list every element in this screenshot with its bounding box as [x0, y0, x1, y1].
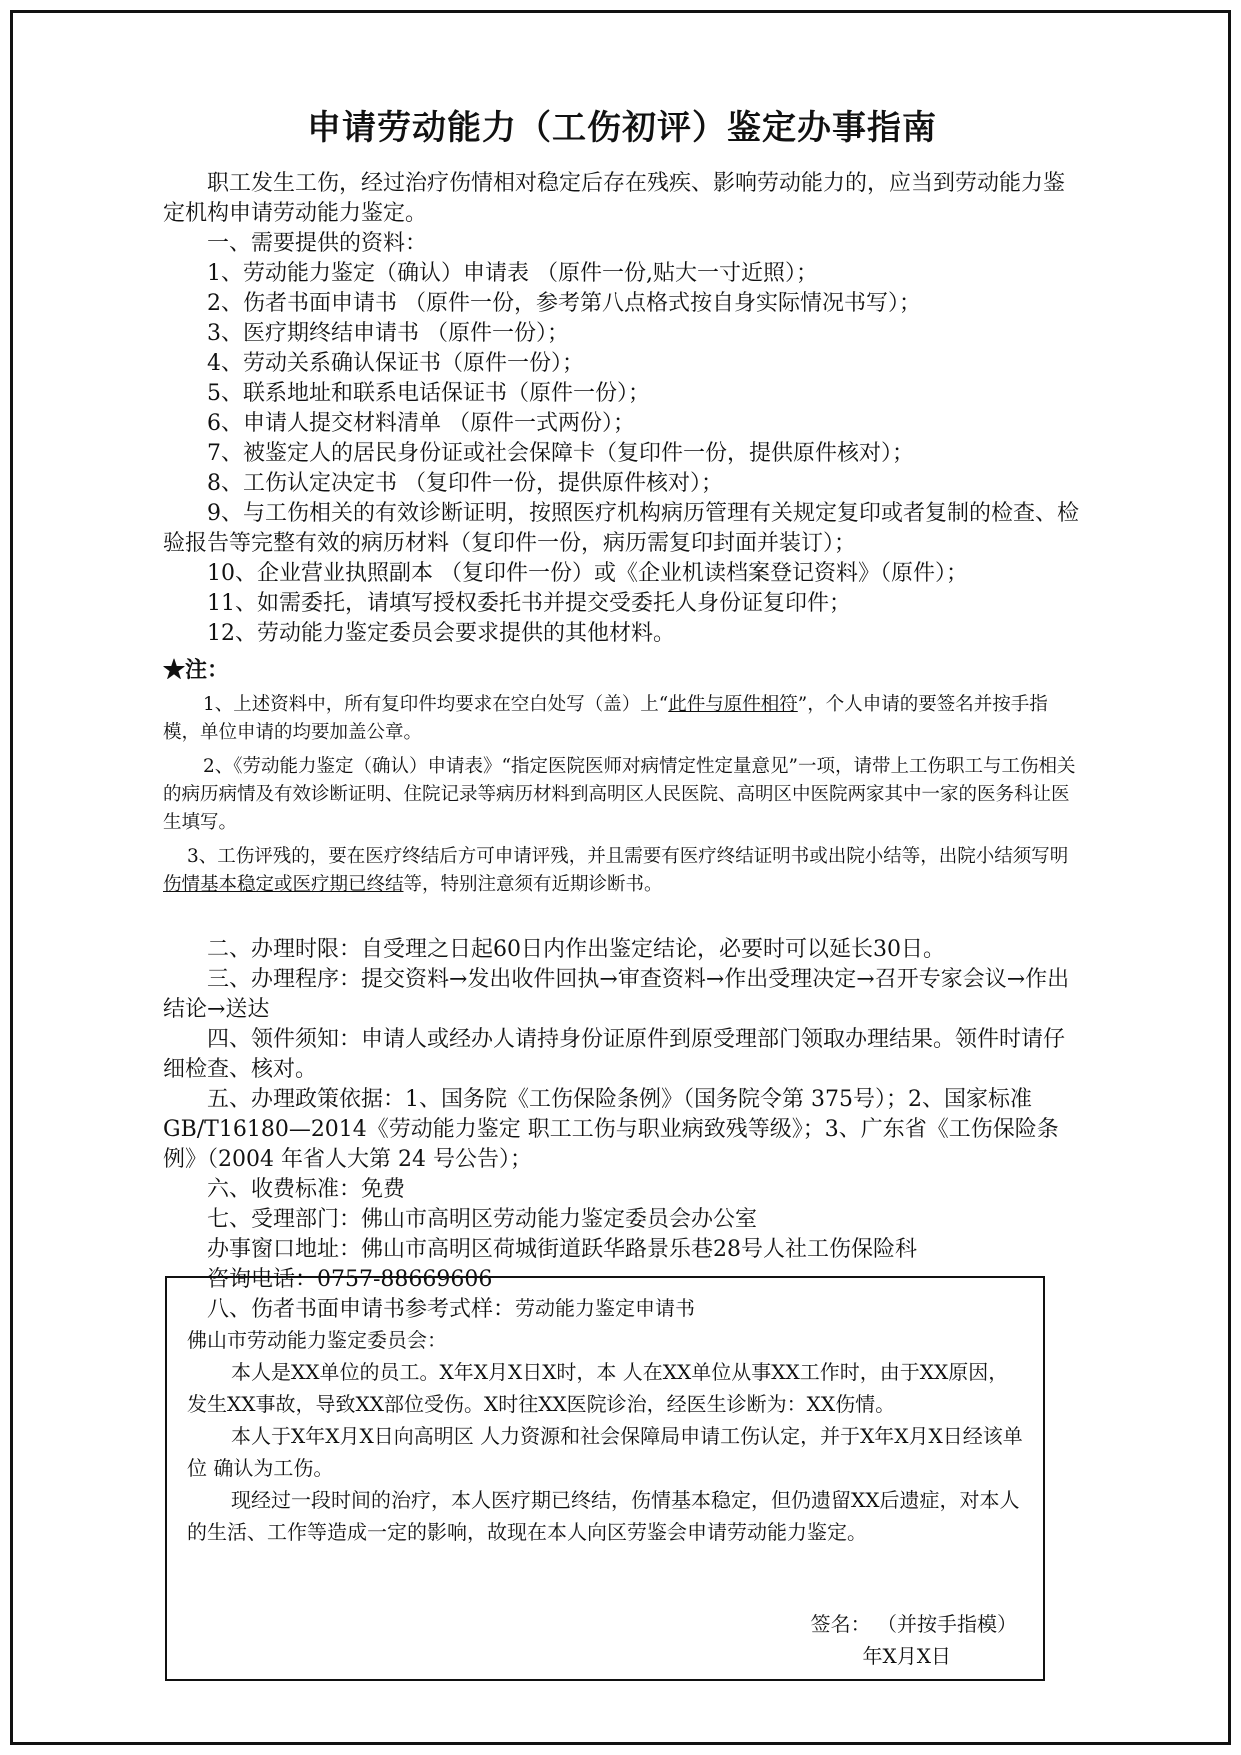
notes-heading: ★注：: [163, 657, 230, 683]
note3-text: 3、工伤评残的，要在医疗终结后方可申请评残，并且需要有医疗终结证明书或出院小结等，出院小结须写明: [187, 846, 1069, 867]
section8-sample-heading: 八、伤者书面申请书参考式样：: [207, 1297, 516, 1322]
material-item: 8、工伤认定决定书 （复印件一份，提供原件核对）；: [207, 471, 723, 496]
sample-date: 年X月X日: [862, 1644, 951, 1668]
sample-paragraph-2: 本人于X年X月X日向高明区 人力资源和社会保障局申请工伤认定，并于X年X月X日经该单位 确认为工伤。: [187, 1424, 1023, 1480]
material-item: 5、联系地址和联系电话保证书（原件一份）；: [207, 381, 650, 406]
note3-text-end: 等，特别注意须有近期诊断书。: [403, 874, 663, 895]
material-item: 7、被鉴定人的居民身份证或社会保障卡（复印件一份，提供原件核对）；: [207, 441, 914, 466]
sample-application-box: [165, 1276, 1045, 1681]
sample-paragraph-3: 现经过一段时间的治疗，本人医疗期已终结，伤情基本稳定，但仍遗留XX后遗症，对本人的生活、工作等造成一定的影响，故现在本人向区劳鉴会申请劳动能力鉴定。: [187, 1488, 1020, 1544]
sample-paragraph-1: 本人是XX单位的员工。X年X月X日X时，本 人在XX单位从事XX工作时，由于XX原因，发生XX事故，导致XX部位受伤。X时往XX医院诊治，经医生诊断为：XX伤情。: [187, 1360, 1009, 1416]
material-item: 9、与工伤相关的有效诊断证明，按照医疗机构病历管理有关规定复印或者复制的检查、检验报告等完整有效的病历材料（复印件一份，病历需复印封面并装订）；: [163, 501, 1080, 556]
note1-text-end: ”，个人申请的要签名并按手指模，单位申请的均要加盖公章。: [163, 694, 1048, 743]
material-item: 4、劳动关系确认保证书（原件一份）；: [207, 351, 584, 376]
note1-underlined: 此件与原件相符: [668, 694, 798, 715]
sample-signature: 签名： （并按手指模）: [810, 1612, 1017, 1636]
material-item: 10、企业营业执照副本 （复印件一份）或《企业机读档案登记资料》（原件）；: [207, 561, 968, 586]
material-item: 11、如需委托，请填写授权委托书并提交受委托人身份证复印件；: [207, 591, 851, 616]
phone-number: 咨询电话：0757-88669606: [207, 1267, 493, 1292]
material-item: 3、医疗期终结申请书 （原件一份）；: [207, 321, 569, 346]
section5-policy-basis: 五、办理政策依据：1、国务院《工伤保险条例》（国务院令第 375号）；2、国家标准 GB/T16180—2014《劳动能力鉴定 职工工伤与职业病致残等级》；3、广东省《工伤保险条例》（2004 年省人大第 24 号公告）；: [163, 1087, 1059, 1172]
office-address: 办事窗口地址：佛山市高明区荷城街道跃华路景乐巷28号人社工伤保险科: [207, 1237, 917, 1262]
section6-fees: 六、收费标准：免费: [207, 1177, 406, 1202]
section1-heading: 一、需要提供的资料：: [207, 231, 428, 256]
section4-collection: 四、领件须知：申请人或经办人请持身份证原件到原受理部门领取办理结果。领件时请仔细检查、核对。: [163, 1027, 1066, 1082]
note3-underlined: 伤情基本稳定或医疗期已终结: [163, 874, 404, 895]
document-title: 申请劳动能力（工伤初评）鉴定办事指南: [307, 108, 937, 148]
material-item: 12、劳动能力鉴定委员会要求提供的其他材料。: [207, 621, 675, 646]
spacer: [163, 899, 1081, 935]
note-2: 2、《劳动能力鉴定（确认）申请表》“指定医院医师对病情定性定量意见”一项，请带上工伤职工与工伤相关的病历病情及有效诊断证明、住院记录等病历材料到高明区人民医院、高明区中医院两家其中一家的医务科让医生填写。: [163, 756, 1076, 833]
material-item: 1、劳动能力鉴定（确认）申请表 （原件一份,贴大一寸近照）；: [207, 261, 818, 286]
section3-procedure: 三、办理程序：提交资料→发出收件回执→审查资料→作出受理决定→召开专家会议→作出结论→送达: [163, 967, 1070, 1022]
sample-title: 劳动能力鉴定申请书: [515, 1296, 695, 1320]
section7-department: 七、受理部门：佛山市高明区劳动能力鉴定委员会办公室: [207, 1207, 758, 1232]
guide-content: [163, 100, 1081, 1325]
section2-time-limit: 二、办理时限：自受理之日起60日内作出鉴定结论，必要时可以延长30日。: [207, 937, 945, 962]
note-3: [163, 843, 1081, 899]
note1-text: 1、上述资料中，所有复印件均要求在空白处写（盖）上“: [203, 694, 669, 715]
sample-addressee: 佛山市劳动能力鉴定委员会：: [187, 1328, 447, 1352]
material-item: 6、申请人提交材料清单 （原件一式两份）；: [207, 411, 635, 436]
note-1: [163, 691, 1081, 747]
material-item: 2、伤者书面申请书 （原件一份，参考第八点格式按自身实际情况书写）；: [207, 291, 921, 316]
intro-paragraph: 职工发生工伤，经过治疗伤情相对稳定后存在残疾、影响劳动能力的，应当到劳动能力鉴定机构申请劳动能力鉴定。: [163, 171, 1066, 226]
